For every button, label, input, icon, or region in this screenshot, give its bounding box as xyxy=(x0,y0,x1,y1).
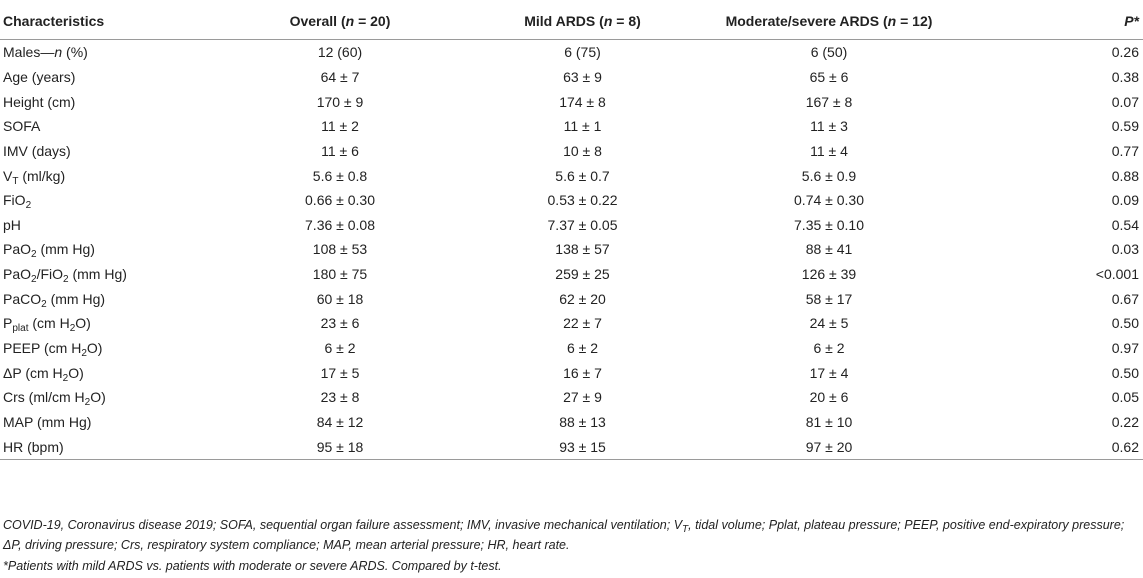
cell-moderate: 17 ± 4 xyxy=(809,364,849,381)
cell-moderate: 126 ± 39 xyxy=(801,266,857,283)
cell-mild: 6 (75) xyxy=(564,44,601,61)
label-sub: plat xyxy=(12,323,29,335)
label-mid: (cm H xyxy=(28,315,70,332)
label-sub: 2 xyxy=(84,397,91,409)
table-row xyxy=(0,286,1143,311)
table-row xyxy=(0,360,1143,385)
cell-overall: 7.36 ± 0.08 xyxy=(305,216,375,233)
abbrev-text-a: COVID-19, Coronavirus disease 2019; SOFA, sequential organ failure assessment; IMV, invasive mechanical ventilation; V xyxy=(3,518,683,532)
abbrev-sub: T xyxy=(682,524,689,535)
label-base: P xyxy=(3,315,13,332)
label-base: PEEP (cm H xyxy=(3,340,82,356)
row-label xyxy=(0,163,199,188)
cell-moderate: 5.6 ± 0.9 xyxy=(801,167,857,184)
label-sub: 2 xyxy=(62,372,69,384)
header-mild-prefix: Mild ARDS ( xyxy=(524,12,604,29)
label-sub2: 2 xyxy=(63,274,69,286)
label-sub: 2 xyxy=(31,274,37,286)
cell-moderate: 97 ± 20 xyxy=(684,434,974,459)
label-base: ΔP (cm H xyxy=(3,364,63,381)
header-p-text: P* xyxy=(1124,12,1139,29)
cell-overall: 95 ± 18 xyxy=(199,434,481,459)
row-label xyxy=(0,40,199,65)
cell-p: 0.26 xyxy=(1111,44,1139,61)
header-mild-n: n xyxy=(603,12,613,29)
label-sub: 2 xyxy=(31,249,37,261)
cell-moderate: 65 ± 6 xyxy=(809,68,849,85)
cell-overall: 23 ± 8 xyxy=(320,389,360,406)
label-sub: 2 xyxy=(25,200,32,212)
cell-overall: 60 ± 18 xyxy=(316,290,364,307)
cell-moderate: 6 ± 2 xyxy=(813,340,845,356)
cell-overall: 12 (60) xyxy=(317,44,363,61)
cell-moderate: 88 ± 41 xyxy=(805,241,853,258)
abbreviations-footnote xyxy=(3,515,1139,555)
row-label xyxy=(0,237,199,262)
cell-mild: 174 ± 8 xyxy=(559,93,606,110)
significance-footnote: *Patients with mild ARDS vs. patients with moderate or severe ARDS. Compared by t-test. xyxy=(3,559,502,573)
cell-overall: 11 ± 6 xyxy=(321,142,359,159)
cell-p: 0.59 xyxy=(1111,118,1139,135)
label-pre: Males— xyxy=(3,44,55,61)
label-base: Crs (ml/cm H xyxy=(3,389,85,406)
label-post: (%) xyxy=(62,44,88,61)
row-label xyxy=(0,360,199,385)
table-row xyxy=(0,89,1143,114)
row-label: pH xyxy=(3,216,21,233)
row-label xyxy=(0,385,199,410)
cell-p: 0.97 xyxy=(1111,340,1139,356)
table-row xyxy=(0,114,1143,139)
table-row xyxy=(0,163,1143,188)
header-p xyxy=(974,2,1143,40)
cell-overall: 6 ± 2 xyxy=(324,340,356,356)
row-label xyxy=(0,286,199,311)
header-mild-suffix: = 8) xyxy=(612,12,641,29)
label-base: FiO xyxy=(3,192,26,209)
cell-p: 0.05 xyxy=(1111,389,1139,406)
table-row xyxy=(0,188,1143,213)
table-row xyxy=(0,434,1143,459)
header-overall xyxy=(199,2,481,40)
label-rest: O) xyxy=(86,340,103,356)
cell-p: 0.77 xyxy=(1111,142,1139,159)
cell-overall: 0.66 ± 0.30 xyxy=(305,192,375,209)
header-overall-suffix: = 20) xyxy=(354,12,391,29)
cell-moderate: 11 ± 4 xyxy=(810,142,848,159)
cell-p: 0.67 xyxy=(1111,290,1139,307)
label-rest: (ml/kg) xyxy=(18,167,66,184)
cell-p: <0.001 xyxy=(1095,266,1139,283)
cell-mild: 88 ± 13 xyxy=(559,413,606,430)
cell-moderate: 81 ± 10 xyxy=(805,413,853,430)
cell-moderate: 24 ± 5 xyxy=(809,315,849,332)
cell-p: 0.07 xyxy=(1111,93,1139,110)
cell-p: 0.22 xyxy=(1111,413,1139,430)
label-rest: O) xyxy=(75,315,91,332)
cell-mild: 5.6 ± 0.7 xyxy=(555,167,610,184)
cell-overall: 17 ± 5 xyxy=(320,364,360,381)
label-rest: O) xyxy=(68,364,84,381)
row-label xyxy=(0,188,199,213)
header-moderate-suffix: = 12) xyxy=(896,12,933,29)
label-sub2: 2 xyxy=(69,323,76,335)
cell-p: 0.09 xyxy=(1111,192,1139,209)
cell-p: 0.88 xyxy=(1111,167,1139,184)
cell-overall: 23 ± 6 xyxy=(320,315,360,332)
table-row xyxy=(0,237,1143,262)
cell-overall: 84 ± 12 xyxy=(316,413,364,430)
table-row xyxy=(0,385,1143,410)
header-characteristics: Characteristics xyxy=(0,2,199,40)
label-sub: T xyxy=(12,175,19,187)
header-moderate-n: n xyxy=(887,12,897,29)
header-moderate xyxy=(684,2,974,40)
table-row xyxy=(0,311,1143,336)
cell-overall: 11 ± 2 xyxy=(321,118,359,135)
table-row xyxy=(0,262,1143,287)
header-overall-n: n xyxy=(345,12,355,29)
cell-mild: 7.37 ± 0.05 xyxy=(547,216,618,233)
cell-p: 0.54 xyxy=(1111,216,1139,233)
cell-overall: 170 ± 9 xyxy=(316,93,364,110)
cell-moderate: 167 ± 8 xyxy=(805,93,853,110)
label-rest: (mm Hg) xyxy=(68,266,127,283)
label-base: PaO xyxy=(3,241,32,258)
table-row xyxy=(0,410,1143,435)
cell-moderate: 20 ± 6 xyxy=(809,389,849,406)
cell-mild: 22 ± 7 xyxy=(563,315,602,332)
label-base: V xyxy=(3,167,13,184)
cell-mild: 138 ± 57 xyxy=(555,241,610,258)
cell-p: 0.50 xyxy=(1111,364,1139,381)
cell-mild: 62 ± 20 xyxy=(559,290,606,307)
table-row xyxy=(0,212,1143,237)
abbrev-text-b: , tidal volume; Pplat, plateau pressure; PEEP, positive end-expiratory pressure; ΔP, driving pressure; Crs, respiratory system compliance; MAP, mean arterial pressure; HR, heart rate. xyxy=(3,518,1125,552)
cell-overall: 108 ± 53 xyxy=(312,241,368,258)
cell-moderate: 6 (50) xyxy=(810,44,848,61)
label-base: PaO xyxy=(3,266,32,283)
row-label: Height (cm) xyxy=(3,93,76,110)
row-label: SOFA xyxy=(3,118,41,135)
label-rest: (mm Hg) xyxy=(36,241,95,258)
label-mid: /FiO xyxy=(36,266,64,283)
cell-mild: 27 ± 9 xyxy=(563,389,602,406)
characteristics-table xyxy=(0,2,1143,460)
cell-mild: 6 ± 2 xyxy=(566,340,599,356)
cell-mild: 10 ± 8 xyxy=(563,142,602,159)
cell-overall: 5.6 ± 0.8 xyxy=(312,167,368,184)
cell-overall: 64 ± 7 xyxy=(320,68,360,85)
header-moderate-prefix: Moderate/severe ARDS ( xyxy=(725,12,888,29)
cell-overall: 180 ± 75 xyxy=(312,266,368,283)
label-base: PaCO xyxy=(3,290,42,307)
label-sub: 2 xyxy=(41,298,47,310)
cell-moderate: 11 ± 3 xyxy=(810,118,848,135)
row-label xyxy=(0,336,199,361)
row-label xyxy=(0,311,199,336)
cell-mild: 11 ± 1 xyxy=(563,118,602,135)
cell-p: 0.62 xyxy=(974,434,1143,459)
cell-mild: 259 ± 25 xyxy=(555,266,610,283)
row-label: IMV (days) xyxy=(3,142,71,159)
label-rest: (mm Hg) xyxy=(46,290,106,307)
table-row xyxy=(0,40,1143,65)
label-italic: n xyxy=(54,44,63,61)
row-label: Age (years) xyxy=(3,68,76,85)
cell-mild: 16 ± 7 xyxy=(563,364,602,381)
cell-mild: 93 ± 15 xyxy=(481,434,684,459)
cell-p: 0.03 xyxy=(1111,241,1139,258)
label-sub: 2 xyxy=(81,348,87,359)
row-label xyxy=(0,262,199,287)
cell-mild: 63 ± 9 xyxy=(563,68,602,85)
label-rest: O) xyxy=(90,389,106,406)
header-overall-prefix: Overall ( xyxy=(289,12,346,29)
cell-p: 0.38 xyxy=(1111,68,1139,85)
cell-moderate: 7.35 ± 0.10 xyxy=(794,216,864,233)
header-mild xyxy=(481,2,684,40)
table-row xyxy=(0,65,1143,90)
cell-p: 0.50 xyxy=(1111,315,1139,332)
row-label: MAP (mm Hg) xyxy=(3,413,92,430)
table-row xyxy=(0,139,1143,164)
cell-mild: 0.53 ± 0.22 xyxy=(547,192,618,209)
table-row xyxy=(0,336,1143,361)
row-label: HR (bpm) xyxy=(0,434,199,459)
header-row xyxy=(0,2,1143,40)
cell-moderate: 58 ± 17 xyxy=(805,290,853,307)
cell-moderate: 0.74 ± 0.30 xyxy=(794,192,864,209)
